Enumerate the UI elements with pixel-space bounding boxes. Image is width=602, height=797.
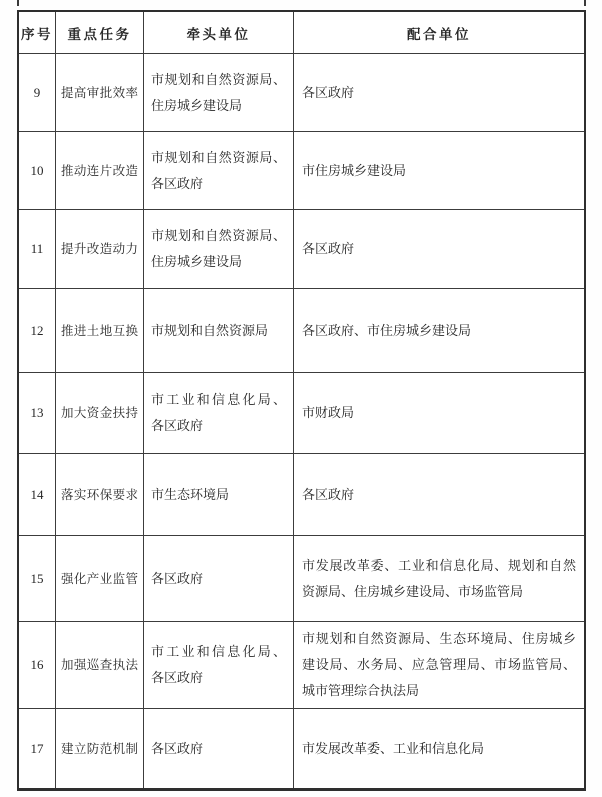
cell-key-task — [56, 622, 144, 708]
cell-text-line: 市工业和信息化局、 — [151, 644, 286, 659]
serial-number: 17 — [30, 740, 44, 756]
table-row — [19, 210, 584, 289]
cell-serial-number — [19, 454, 56, 535]
cell-key-task — [56, 373, 144, 453]
column-header-serial-number — [19, 12, 56, 53]
table-header-row — [19, 12, 584, 54]
page-continuation-mark-left — [17, 0, 19, 6]
table-row — [19, 709, 584, 788]
cell-key-task — [56, 536, 144, 621]
cell-text-line: 市发展改革委、工业和信息化局、规划和自然 — [302, 557, 576, 573]
cell-text-line: 市工业和信息化局、 — [151, 392, 286, 407]
cell-text-line: 各区政府 — [302, 241, 355, 256]
cell-text-line: 各区政府 — [151, 670, 204, 685]
cell-lead-unit — [144, 373, 294, 453]
cell-serial-number — [19, 536, 56, 621]
column-header-support-unit — [294, 12, 584, 53]
cell-key-task — [56, 289, 144, 372]
column-header-label: 牵头单位 — [186, 26, 251, 42]
cell-text-line: 城市管理综合执法局 — [302, 683, 420, 698]
cell-lead-unit — [144, 132, 294, 209]
serial-number: 16 — [30, 657, 44, 672]
table-row — [19, 622, 584, 709]
column-header-label: 配合单位 — [407, 26, 471, 42]
cell-lead-unit — [144, 54, 294, 131]
table-row — [19, 536, 584, 622]
cell-serial-number — [19, 132, 56, 209]
cell-key-task — [56, 709, 144, 788]
page-continuation-mark-right — [584, 0, 586, 6]
cell-text-line: 市住房城乡建设局 — [302, 162, 407, 178]
cell-serial-number — [19, 373, 56, 453]
serial-number: 10 — [30, 162, 44, 178]
cell-support-unit — [294, 709, 584, 788]
cell-text-line: 各区政府、市住房城乡建设局 — [302, 322, 472, 338]
cell-lead-unit — [144, 454, 294, 535]
cell-text-line: 各区政府 — [151, 740, 204, 756]
table-row — [19, 54, 584, 132]
cell-text-line: 市规划和自然资源局、 — [151, 228, 286, 243]
cell-text-line: 市财政局 — [302, 405, 355, 420]
cell-text-line: 各区政府 — [151, 418, 204, 433]
cell-text-line: 建立防范机制 — [61, 741, 138, 756]
cell-text-line: 加大资金扶持 — [61, 406, 138, 420]
table-row — [19, 289, 584, 373]
cell-text-line: 提高审批效率 — [61, 85, 138, 100]
cell-support-unit — [294, 622, 584, 708]
cell-serial-number — [19, 622, 56, 708]
cell-lead-unit — [144, 210, 294, 288]
cell-text-line: 市规划和自然资源局、 — [151, 71, 286, 87]
column-header-key-task — [56, 12, 144, 53]
table-row — [19, 454, 584, 536]
cell-text-line: 住房城乡建设局 — [151, 254, 243, 269]
cell-text-line: 市规划和自然资源局 — [151, 322, 269, 338]
cell-key-task — [56, 54, 144, 131]
cell-text-line: 强化产业监管 — [61, 571, 138, 586]
serial-number: 14 — [30, 486, 44, 502]
cell-text-line: 推进土地互换 — [61, 323, 138, 338]
cell-text-line: 各区政府 — [302, 486, 355, 502]
cell-key-task — [56, 454, 144, 535]
cell-text-line: 各区政府 — [302, 84, 355, 100]
cell-text-line: 资源局、住房城乡建设局、市场监管局 — [302, 583, 524, 599]
cell-serial-number — [19, 210, 56, 288]
cell-support-unit — [294, 536, 584, 621]
cell-text-line: 各区政府 — [151, 570, 204, 586]
serial-number: 15 — [30, 570, 44, 586]
task-table — [17, 10, 586, 791]
column-header-label: 序号 — [21, 26, 53, 42]
cell-serial-number — [19, 54, 56, 131]
cell-support-unit — [294, 54, 584, 131]
cell-lead-unit — [144, 622, 294, 708]
cell-text-line: 市生态环境局 — [151, 486, 230, 502]
table-row — [19, 373, 584, 454]
cell-text-line: 市规划和自然资源局、 — [151, 149, 286, 165]
cell-text-line: 建设局、水务局、应急管理局、市场监管局、 — [302, 657, 576, 672]
column-header-label: 重点任务 — [67, 26, 132, 42]
cell-support-unit — [294, 373, 584, 453]
cell-support-unit — [294, 289, 584, 372]
cell-text-line: 各区政府 — [151, 175, 204, 191]
cell-text-line: 提升改造动力 — [61, 242, 138, 256]
cell-text-line: 推动连片改造 — [61, 163, 138, 178]
column-header-lead-unit — [144, 12, 294, 53]
cell-text-line: 市发展改革委、工业和信息化局 — [302, 740, 485, 756]
table-row — [19, 132, 584, 210]
serial-number: 12 — [30, 322, 44, 338]
serial-number: 9 — [33, 84, 41, 100]
cell-support-unit — [294, 210, 584, 288]
cell-serial-number — [19, 289, 56, 372]
cell-lead-unit — [144, 709, 294, 788]
cell-key-task — [56, 132, 144, 209]
cell-text-line: 市规划和自然资源局、生态环境局、住房城乡 — [302, 631, 576, 646]
cell-text-line: 加强巡查执法 — [61, 658, 138, 672]
cell-support-unit — [294, 132, 584, 209]
cell-text-line: 住房城乡建设局 — [151, 97, 243, 113]
cell-key-task — [56, 210, 144, 288]
serial-number: 13 — [30, 405, 44, 420]
cell-serial-number — [19, 709, 56, 788]
cell-text-line: 落实环保要求 — [61, 487, 138, 502]
cell-lead-unit — [144, 536, 294, 621]
cell-lead-unit — [144, 289, 294, 372]
serial-number: 11 — [30, 241, 44, 256]
cell-support-unit — [294, 454, 584, 535]
